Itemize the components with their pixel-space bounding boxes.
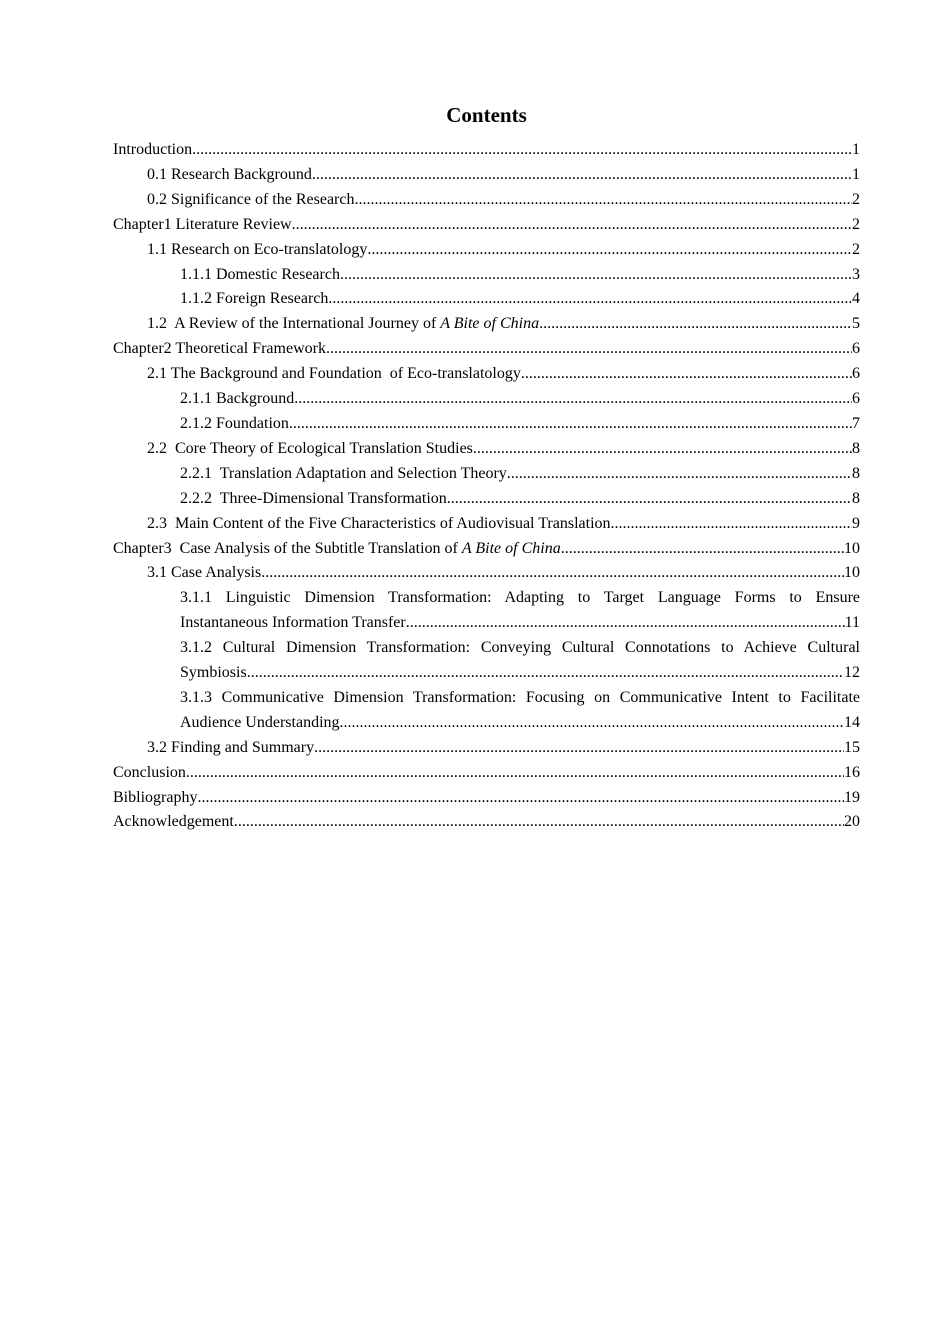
toc-page-number: 2: [852, 240, 860, 258]
toc-entry-3-2[interactable]: [113, 736, 860, 761]
toc-entry-label-line-1: 3.1.3 Communicative Dimension Transformation: Focusing on Communicative Intent to Facilitate: [180, 688, 860, 706]
toc-entry-label-line-2: Audience Understanding: [180, 713, 340, 731]
toc-entry-2-2-2[interactable]: [113, 487, 860, 512]
dot-leader: [192, 138, 852, 163]
toc-entry-1-1[interactable]: [113, 238, 860, 263]
toc-entry-label: Chapter1 Literature Review: [113, 215, 292, 233]
dot-leader: [539, 312, 852, 337]
toc-entry-chapter-1[interactable]: [113, 213, 860, 238]
toc-page-number: 2: [852, 190, 860, 208]
toc-page-number: 2: [852, 215, 860, 233]
toc-entry-label: 1.1 Research on Eco-translatology: [147, 240, 368, 258]
dot-leader: [197, 786, 844, 811]
toc-entry-label: 2.2 Core Theory of Ecological Translation Studies: [147, 439, 473, 457]
toc-page-number: 20: [844, 813, 860, 831]
toc-page-number: 12: [844, 664, 860, 682]
dot-leader: [292, 213, 852, 238]
toc-entry-label: 2.2.2 Three-Dimensional Transformation: [180, 489, 447, 507]
dot-leader: [247, 661, 844, 686]
dot-leader: [611, 512, 852, 537]
toc-entry-2-1[interactable]: [113, 362, 860, 387]
toc-entry-chapter-2[interactable]: [113, 337, 860, 362]
toc-entry-1-1-1[interactable]: [113, 263, 860, 288]
toc-page-number: 8: [852, 464, 860, 482]
toc-entry-label: 0.1 Research Background: [147, 165, 312, 183]
dot-leader: [473, 437, 852, 462]
toc-entry-label: 0.2 Significance of the Research: [147, 190, 355, 208]
toc-page-number: 5: [852, 315, 860, 333]
toc-entry-label: 2.1.1 Background: [180, 390, 295, 408]
dot-leader: [561, 537, 844, 562]
toc-page-number: 11: [844, 614, 860, 632]
toc-entry-0-1[interactable]: [113, 163, 860, 188]
toc-entry-1-1-2[interactable]: [113, 287, 860, 312]
toc-entry-2-3[interactable]: [113, 512, 860, 537]
toc-entry-label: 2.2.1 Translation Adaptation and Selection Theory: [180, 464, 507, 482]
toc-entry-label: 1.1.2 Foreign Research: [180, 290, 329, 308]
dot-leader: [312, 163, 852, 188]
toc-entry-label: 2.1 The Background and Foundation of Eco-translatology: [147, 365, 521, 383]
toc-entry-introduction[interactable]: [113, 138, 860, 163]
dot-leader: [186, 761, 844, 786]
dot-leader: [507, 462, 852, 487]
toc-page-number: 6: [852, 365, 860, 383]
toc-entry-label: 3.2 Finding and Summary: [147, 738, 315, 756]
toc-entry-label: 2.3 Main Content of the Five Characteristics of Audiovisual Translation: [147, 514, 611, 532]
toc-entry-label: Conclusion: [113, 763, 186, 781]
dot-leader: [340, 711, 844, 736]
toc-entry-0-2[interactable]: [113, 188, 860, 213]
toc-entry-conclusion[interactable]: [113, 761, 860, 786]
toc-entry-label-line-1: 3.1.1 Linguistic Dimension Transformation: Adapting to Target Language Forms to Ensure: [180, 589, 860, 607]
dot-leader: [447, 487, 852, 512]
toc-entry-3-1-2[interactable]: [113, 636, 860, 686]
table-of-contents: [113, 138, 860, 835]
toc-entry-label-italic: A Bite of China: [440, 315, 540, 333]
toc-entry-label: [113, 537, 561, 562]
dot-leader: [234, 810, 844, 835]
toc-entry-chapter-3[interactable]: [113, 537, 860, 562]
toc-page-number: 3: [852, 265, 860, 283]
dot-leader: [340, 263, 852, 288]
toc-entry-1-2[interactable]: [113, 312, 860, 337]
toc-entry-2-1-2[interactable]: [113, 412, 860, 437]
toc-entry-2-2[interactable]: [113, 437, 860, 462]
toc-page-number: 16: [844, 763, 860, 781]
dot-leader: [314, 736, 844, 761]
toc-entry-label: 1.1.1 Domestic Research: [180, 265, 340, 283]
toc-page-number: 19: [844, 788, 860, 806]
toc-entry-label-line-2: Symbiosis: [180, 664, 247, 682]
toc-page-number: 8: [852, 439, 860, 457]
toc-page-number: 8: [852, 489, 860, 507]
toc-entry-3-1-3[interactable]: [113, 686, 860, 736]
toc-entry-acknowledgement[interactable]: [113, 810, 860, 835]
toc-page-number: 14: [844, 713, 860, 731]
toc-page-number: 10: [844, 539, 860, 557]
dot-leader: [521, 362, 852, 387]
dot-leader: [328, 287, 852, 312]
toc-page-number: 4: [852, 290, 860, 308]
toc-entry-label-line-1: 3.1.2 Cultural Dimension Transformation: Conveying Cultural Connotations to Achieve Cultural: [180, 639, 860, 657]
dot-leader: [406, 611, 845, 636]
toc-entry-2-2-1[interactable]: [113, 462, 860, 487]
toc-entry-label-plain: Chapter3 Case Analysis of the Subtitle Translation of: [113, 539, 462, 557]
toc-entry-label: Bibliography: [113, 788, 198, 806]
toc-entry-label-plain: 1.2 A Review of the International Journey of: [147, 315, 441, 333]
toc-entry-2-1-1[interactable]: [113, 387, 860, 412]
toc-entry-label-italic: A Bite of China: [461, 539, 561, 557]
toc-page-number: 1: [852, 165, 860, 183]
toc-entry-bibliography[interactable]: [113, 786, 860, 811]
toc-page-number: 6: [852, 340, 860, 358]
toc-entry-3-1-1[interactable]: [113, 586, 860, 636]
dot-leader: [354, 188, 852, 213]
toc-page-number: 15: [844, 738, 860, 756]
toc-entry-3-1[interactable]: [113, 561, 860, 586]
toc-page-number: 1: [852, 141, 860, 158]
page-title: Contents: [446, 103, 527, 127]
dot-leader: [367, 238, 852, 263]
toc-entry-label: Introduction: [113, 141, 193, 158]
dot-leader: [289, 412, 852, 437]
toc-entry-label: 2.1.2 Foundation: [180, 414, 289, 432]
toc-page-number: 10: [844, 564, 860, 582]
toc-entry-label: Acknowledgement: [113, 813, 234, 831]
toc-entry-label-line-2: Instantaneous Information Transfer: [180, 614, 406, 632]
document-page: [113, 100, 860, 835]
toc-page-number: 6: [852, 390, 860, 408]
toc-entry-label: Chapter2 Theoretical Framework: [113, 340, 326, 358]
toc-entry-label: 3.1 Case Analysis: [147, 564, 262, 582]
toc-page-number: 9: [852, 514, 860, 532]
dot-leader: [326, 337, 852, 362]
dot-leader: [294, 387, 852, 412]
dot-leader: [261, 561, 844, 586]
toc-entry-label: [147, 312, 539, 337]
toc-page-number: 7: [852, 414, 860, 432]
